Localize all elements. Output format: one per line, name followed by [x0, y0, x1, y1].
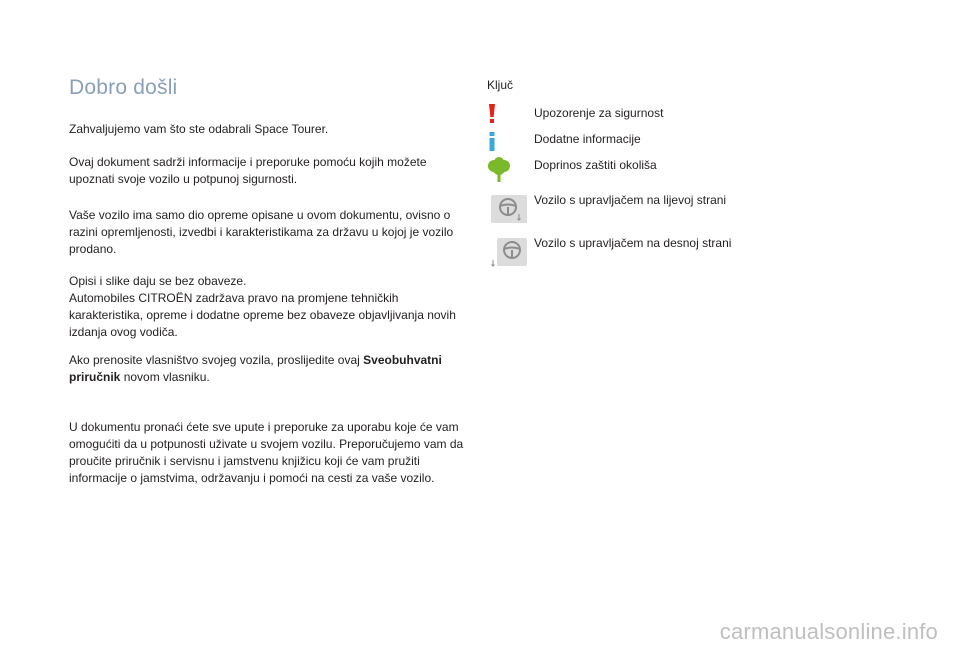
- key-title: Ključ: [487, 78, 514, 92]
- lhd-steering-wheel-icon: [489, 193, 529, 230]
- paragraph-thanks: Zahvaljujemo vam što ste odabrali Space Tourer.: [69, 122, 329, 136]
- key-item-info: [486, 130, 746, 152]
- key-label-rhd: Vozilo s upravljačem na desnoj strani: [534, 236, 732, 250]
- key-label-info: Dodatne informacije: [534, 132, 641, 146]
- key-item-left-hand-drive: [486, 190, 746, 230]
- ownership-text-before: Ako prenosite vlasništvo svojeg vozila, proslijedite ovaj: [69, 353, 364, 367]
- key-item-warning: [486, 103, 746, 125]
- key-item-environment: [486, 155, 746, 183]
- paragraph-disclaimer: [69, 273, 464, 341]
- page-title: Dobro došli: [69, 76, 178, 99]
- key-label-warning: Upozorenje za sigurnost: [534, 106, 664, 120]
- tree-icon: [487, 157, 511, 188]
- ownership-text-after: novom vlasniku.: [120, 370, 210, 384]
- disclaimer-line-2: Automobiles CITROËN zadržava pravo na promjene tehničkih karakteristika, opreme i dodatne opreme bez obaveze objavljivanja novih izdanja ovog vodiča.: [69, 291, 456, 339]
- paragraph-ownership: [69, 352, 464, 386]
- disclaimer-line-1: Opisi i slike daju se bez obaveze.: [69, 274, 247, 288]
- key-label-lhd: Vozilo s upravljačem na lijevoj strani: [534, 193, 727, 207]
- info-icon: [488, 132, 496, 157]
- paragraph-document-info: Ovaj dokument sadrži informacije i preporuke pomoću kojih možete upoznati svoje vozilo u potpunoj sigurnosti.: [69, 155, 427, 186]
- manual-name: Sveobuhvatni priručnik: [69, 353, 442, 384]
- key-label-environment: Doprinos zaštiti okoliša: [534, 158, 657, 172]
- paragraph-equipment: Vaše vozilo ima samo dio opreme opisane u ovom dokumentu, ovisno o razini opremljenosti, izvedbi i karakteristikama za državu u kojoj je vozilo prodano.: [69, 208, 454, 256]
- paragraph-usage: U dokumentu pronaći ćete sve upute i preporuke za uporabu koje će vam omogućiti da u potpunosti uživate u svojem vozilu. Preporučujemo vam da proučite priručnik i servisnu i jamstvenu knjižicu koji će vam pružiti informacije o jamstvima, održavanju i pomoći na cesti za vaše vozilo.: [69, 420, 464, 485]
- warning-exclamation-icon: [488, 104, 496, 129]
- rhd-steering-wheel-icon: [489, 236, 529, 277]
- watermark: carmanualsonline.info: [719, 619, 938, 644]
- key-item-right-hand-drive: [486, 233, 746, 273]
